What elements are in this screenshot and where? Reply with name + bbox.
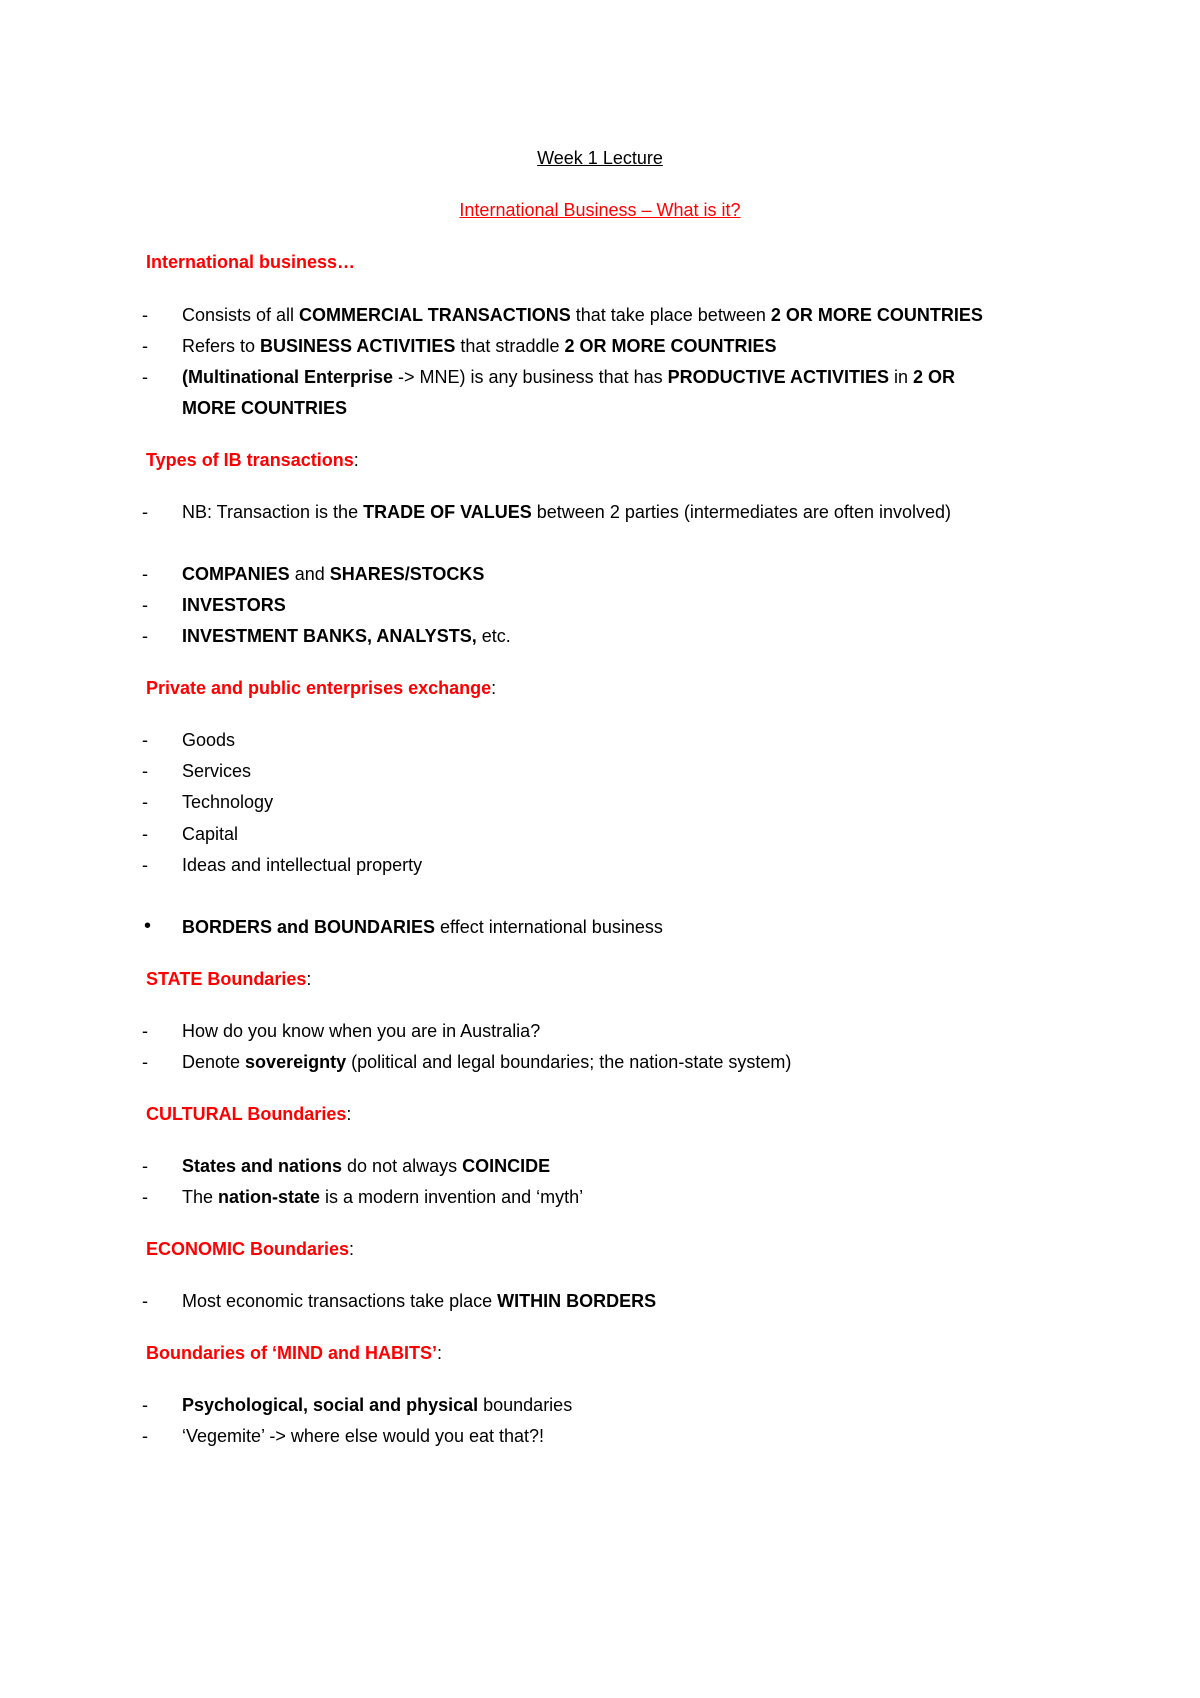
bullet-icon: • xyxy=(144,915,152,937)
page-subtitle: International Business – What is it? xyxy=(459,200,741,220)
section-heading-cultural-boundaries: CULTURAL Boundaries: xyxy=(146,1104,352,1124)
page-title: Week 1 Lecture xyxy=(537,148,663,168)
section-heading-enterprises-exchange: Private and public enterprises exchange: xyxy=(146,678,497,698)
section-heading-state-boundaries: STATE Boundaries: xyxy=(146,969,312,989)
section-heading-economic-boundaries: ECONOMIC Boundaries: xyxy=(146,1239,355,1259)
section-heading-international-business: International business… xyxy=(146,252,356,272)
document-page: Week 1 Lecture International Business – What is it? International business… - Consists of all COMMERCIAL TRANSACTIONS that take place between 2 OR MORE COUNTRIES - Refers to BUSINESS ACTIVITIES that straddle 2 OR MORE COUNTRIES - (Multinational Enterprise -> MNE) is any business that has PRODUCTIVE ACTIVITIES in 2 OR MORE COUNTRIES Types of IB transactions: - NB: Transaction is the TRADE OF VALUES between 2 parties (intermediates are often involved) - COMPANIES and SHARES/STOCKS - INVESTORS - INVESTMENT BANKS, ANALYSTS, etc. Private and public enterprises exchange: - Goods - Services - Technology - Capital - Ideas and intellectual property • BORDERS and BOUNDARIES effect international business STATE Boundaries: - How do you know when you are in Australia? - Denote sovereignty (political and legal boundaries; the nation-state system) CULTURAL Boundaries: - States and nations do not always COINCIDE - The nation-state is a modern invention and ‘myth’ ECONOMIC Boundaries: - Most economic transactions take place WITHIN BORDERS Boundaries of ‘MIND and HABITS’: - Psychological, social and physical boundaries - ‘Vegemite’ -> where else would you eat that?! xyxy=(0,0,1200,1698)
section-heading-mind-and-habits: Boundaries of ‘MIND and HABITS’: xyxy=(146,1343,443,1363)
section-heading-types-of-ib-transactions: Types of IB transactions: xyxy=(146,450,359,470)
